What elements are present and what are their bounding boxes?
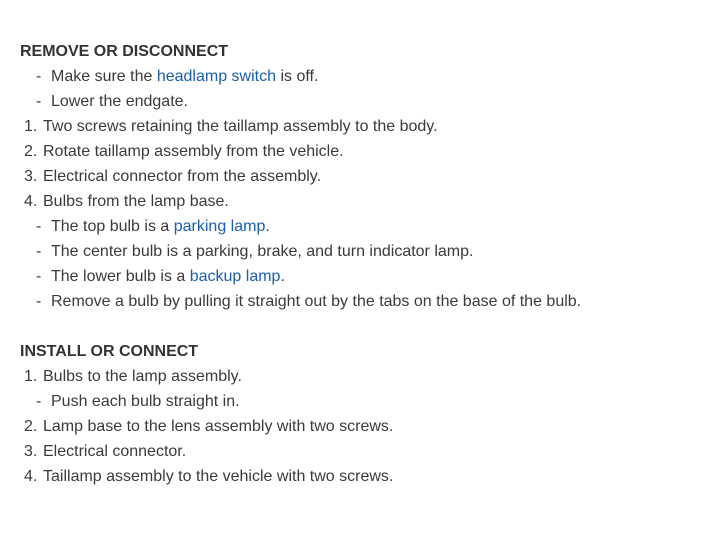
dash-bullet: - — [36, 393, 42, 410]
step-text: Electrical connector. — [43, 443, 187, 460]
dash-bullet: - — [36, 218, 42, 235]
step-number: 2. — [24, 143, 38, 160]
step-number: 2. — [24, 418, 38, 435]
bulb-note-3-after: . — [280, 268, 285, 285]
step-number: 1. — [24, 118, 38, 135]
headlamp-switch-link[interactable]: headlamp switch — [156, 68, 276, 85]
step-number: 1. — [24, 368, 38, 385]
step-text: Electrical connector from the assembly. — [43, 168, 322, 185]
bulb-note-4-text: Remove a bulb by pulling it straight out by the tabs on the base of the bulb. — [51, 293, 582, 310]
step-text: Two screws retaining the taillamp assembly to the body. — [43, 118, 438, 135]
prestep-2-text: Lower the endgate. — [51, 93, 188, 110]
step-text: Taillamp assembly to the vehicle with two screws. — [43, 468, 394, 485]
step-text: Bulbs from the lamp base. — [43, 193, 229, 210]
prestep-1-text-after: is off. — [276, 68, 319, 85]
parking-lamp-link[interactable]: parking lamp — [173, 218, 266, 235]
sub-note-text: Push each bulb straight in. — [51, 393, 240, 410]
backup-lamp-link[interactable]: backup lamp — [189, 268, 281, 285]
step-text: Bulbs to the lamp assembly. — [43, 368, 242, 385]
prestep-1-text-before: Make sure the — [51, 68, 157, 85]
step-number: 4. — [24, 468, 38, 485]
install-heading: INSTALL OR CONNECT — [20, 343, 199, 360]
dash-bullet: - — [36, 68, 42, 85]
remove-heading: REMOVE OR DISCONNECT — [20, 43, 229, 60]
bulb-note-1-before: The top bulb is a — [51, 218, 174, 235]
dash-bullet: - — [36, 243, 42, 260]
dash-bullet: - — [36, 268, 42, 285]
bulb-note-3-before: The lower bulb is a — [51, 268, 190, 285]
dash-bullet: - — [36, 93, 42, 110]
step-text: Lamp base to the lens assembly with two screws. — [43, 418, 394, 435]
bulb-note-1-after: . — [265, 218, 270, 235]
step-number: 4. — [24, 193, 38, 210]
dash-bullet: - — [36, 293, 42, 310]
step-number: 3. — [24, 443, 38, 460]
step-text: Rotate taillamp assembly from the vehicle. — [43, 143, 344, 160]
step-number: 3. — [24, 168, 38, 185]
bulb-note-2-text: The center bulb is a parking, brake, and turn indicator lamp. — [51, 243, 474, 260]
